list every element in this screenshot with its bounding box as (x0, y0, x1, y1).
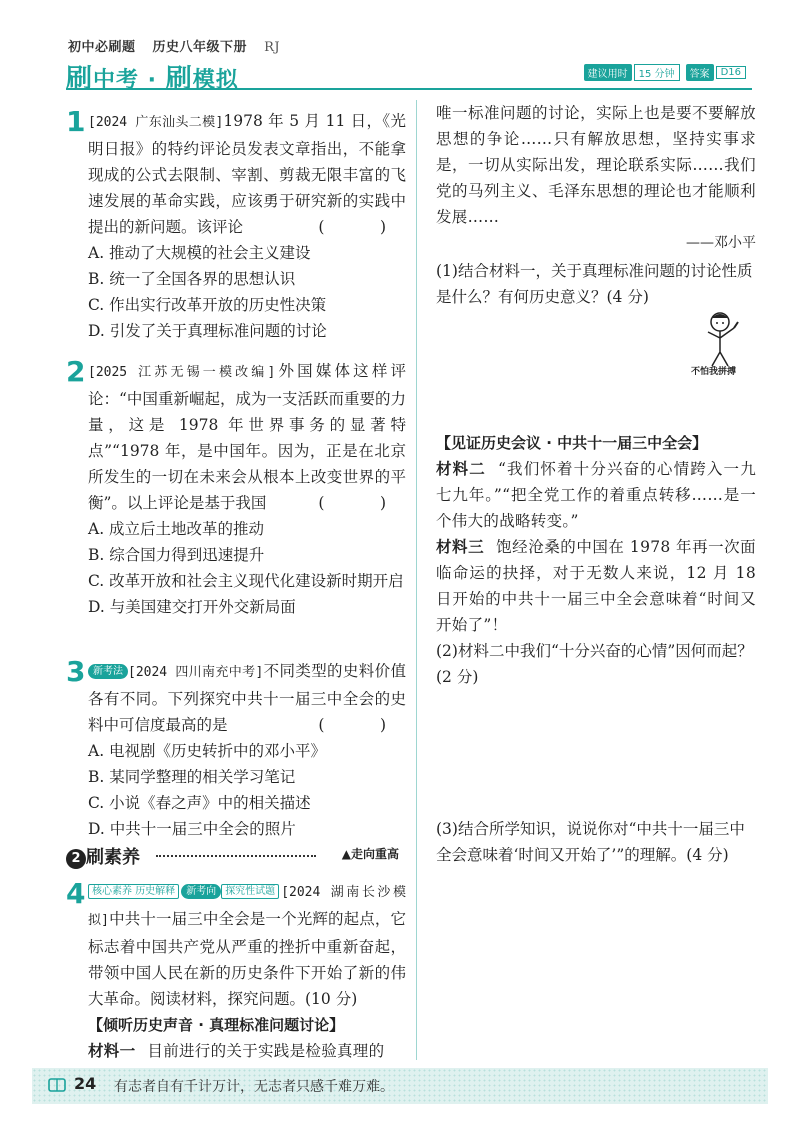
doodle-caption: 不怕我拼搏 (691, 367, 737, 377)
option-c[interactable]: C. 作出实行改革开放的历史性决策 (88, 296, 327, 314)
option-b[interactable]: B. 综合国力得到迅速提升 (88, 546, 265, 564)
time-box (584, 64, 752, 81)
option-c[interactable]: C. 改革开放和社会主义现代化建设新时期开启 (88, 572, 404, 590)
question-stem: 中共十一届三中全会是一个光辉的起点，它标志着中国共产党从严重的挫折中重新奋起，带领中国人民在新的历史条件下开始了新的伟大革命。阅读材料，探究问题。(10 分) (88, 910, 406, 1008)
section-title (66, 843, 140, 869)
section-right (342, 845, 399, 862)
subheading-1: 【倾听历史声音 · 真理标准问题讨论】 (88, 1016, 345, 1034)
option-c[interactable]: C. 小说《春之声》中的相关描述 (88, 794, 311, 812)
badge-text: 核心素养 (92, 886, 132, 897)
section-header (66, 843, 399, 867)
page-footer (32, 1068, 768, 1104)
option-d[interactable]: D. 中共十一届三中全会的照片 (88, 820, 296, 838)
material-3 (436, 534, 756, 638)
answer-blank[interactable]: ( ) (318, 494, 406, 512)
option-d[interactable]: D. 与美国建交打开外交新局面 (88, 598, 296, 616)
page-header (0, 0, 800, 94)
question-body (88, 658, 406, 842)
new-method-badge: 新考法 (88, 664, 128, 679)
question-stem: 外国媒体这样评论：“中国重新崛起，成为一支活跃而重要的力量，这是 1978 年世界事务的显著特点”“1978 年，是中国年。因为，正是在北京所发生的一切在未来会从根本上改变世界的平衡”。以上评论是基于我国 (88, 362, 406, 512)
series-name: 初中必刷题 (68, 40, 136, 55)
material-text: 目前进行的关于实践是检验真理的 (147, 1042, 385, 1060)
answer-blank[interactable]: ( ) (318, 716, 406, 734)
option-b[interactable]: B. 某同学整理的相关学习笔记 (88, 768, 296, 786)
question-source: [2024 湖南长沙模拟] (88, 885, 406, 928)
question-body (88, 358, 406, 620)
answer-blank[interactable]: ( ) (318, 218, 406, 236)
question-body (88, 878, 406, 1064)
section-title-text: 刷素养 (86, 847, 140, 868)
question-stem: 不同类型的史料价值各有不同。下列探究中共十一届三中全会的史料中可信度最高的是 (88, 662, 406, 734)
question-number: 3 (66, 655, 86, 688)
sub-question-3: (3)结合所学知识，说说你对“中共十一届三中全会意味着‘时间又开始了’”的理解。(4 分) (436, 820, 745, 864)
inquiry-badge: 探究性试题 (221, 884, 279, 899)
question-stem: 1978 年 5 月 11 日，《光明日报》的特约评论员发表文章指出，不能拿现成的公式去限制、宰割、剪裁无限丰富的飞速发展的革命实践，应该勇于研究新的实践中提出的新问题。该评论 (88, 112, 406, 236)
book-icon (48, 1077, 66, 1093)
new-direction-badge: 新考向 (181, 884, 221, 899)
cartoon-figure-icon (690, 308, 750, 368)
section-right-text: 走向重高 (350, 847, 399, 861)
question-body (88, 108, 406, 344)
brush-char-1: 刷 (66, 64, 94, 94)
option-a[interactable]: A. 成立后土地改革的推动 (88, 520, 265, 538)
banner-text-1: 中考 · (93, 68, 166, 93)
section-number-icon: 2 (66, 849, 86, 869)
subject-name: 历史八年级下册 (152, 40, 248, 55)
subheading-2: 【见证历史会议 · 中共十一届三中全会】 (436, 434, 708, 452)
column-divider (416, 100, 417, 1060)
section-dotted-line (156, 855, 316, 857)
question-source: [2024 四川南充中考] (128, 665, 264, 680)
material-1-start (88, 1038, 406, 1064)
question-number: 4 (66, 877, 86, 910)
time-label: 建议用时 (584, 64, 632, 81)
header-divider (66, 88, 752, 90)
sub-question-2: (2)材料二中我们“十分兴奋的心情”因何而起？(2 分) (436, 642, 753, 686)
option-d[interactable]: D. 引发了关于真理标准问题的讨论 (88, 322, 327, 340)
answer-label: 答案 (686, 64, 714, 81)
material-1-author: ——邓小平 (686, 235, 756, 251)
footer-motto: 有志者自有千计万计，无志者只感千难万难。 (114, 1079, 394, 1095)
book-info (68, 36, 292, 55)
option-a[interactable]: A. 电视剧《历史转折中的邓小平》 (88, 742, 327, 760)
question-source: [2025 江苏无锡一模改编] (88, 365, 276, 380)
time-value: 15 分钟 (634, 64, 680, 81)
material-1-continued: 唯一标准问题的讨论，实际上也是要不要解放思想的争论……只有解放思想，坚持实事求是，一切从实际出发，理论联系实际……我们党的马列主义、毛泽东思想的理论也才能顺利发展…… (436, 104, 756, 226)
material-label: 材料三 (436, 538, 485, 556)
material-label: 材料二 (436, 460, 486, 478)
option-a[interactable]: A. 推动了大规模的社会主义建设 (88, 244, 311, 262)
material-text: 饱经沧桑的中国在 1978 年再一次面临命运的抉择，对于无数人来说，12 月 18 日开始的中共十一届三中全会意味着“时间又开始了”！ (436, 538, 756, 634)
page-number: 24 (74, 1074, 97, 1093)
banner-text-2: 模拟 (192, 68, 239, 93)
badge-subtext: 历史解释 (135, 886, 176, 897)
answer-page: D16 (716, 66, 746, 79)
option-b[interactable]: B. 统一了全国各界的思想认识 (88, 270, 296, 288)
sub-question-1: (1)结合材料一，关于真理标准问题的讨论性质是什么？有何历史意义？(4 分) (436, 262, 753, 306)
material-label: 材料一 (88, 1042, 136, 1060)
brush-char-2: 刷 (165, 64, 193, 94)
question-source: [2024 广东汕头二模] (88, 115, 224, 130)
material-text: “我们怀着十分兴奋的心情跨入一九七九年。”“把全党工作的着重点转移……是一个伟大的战略转变。” (436, 460, 756, 530)
question-number: 1 (66, 105, 86, 138)
question-number: 2 (66, 355, 86, 388)
core-literacy-badge (88, 884, 179, 899)
graduation-cap-icon: ▲ (341, 847, 351, 861)
material-2 (436, 456, 756, 534)
edition-label: RJ (264, 40, 281, 55)
